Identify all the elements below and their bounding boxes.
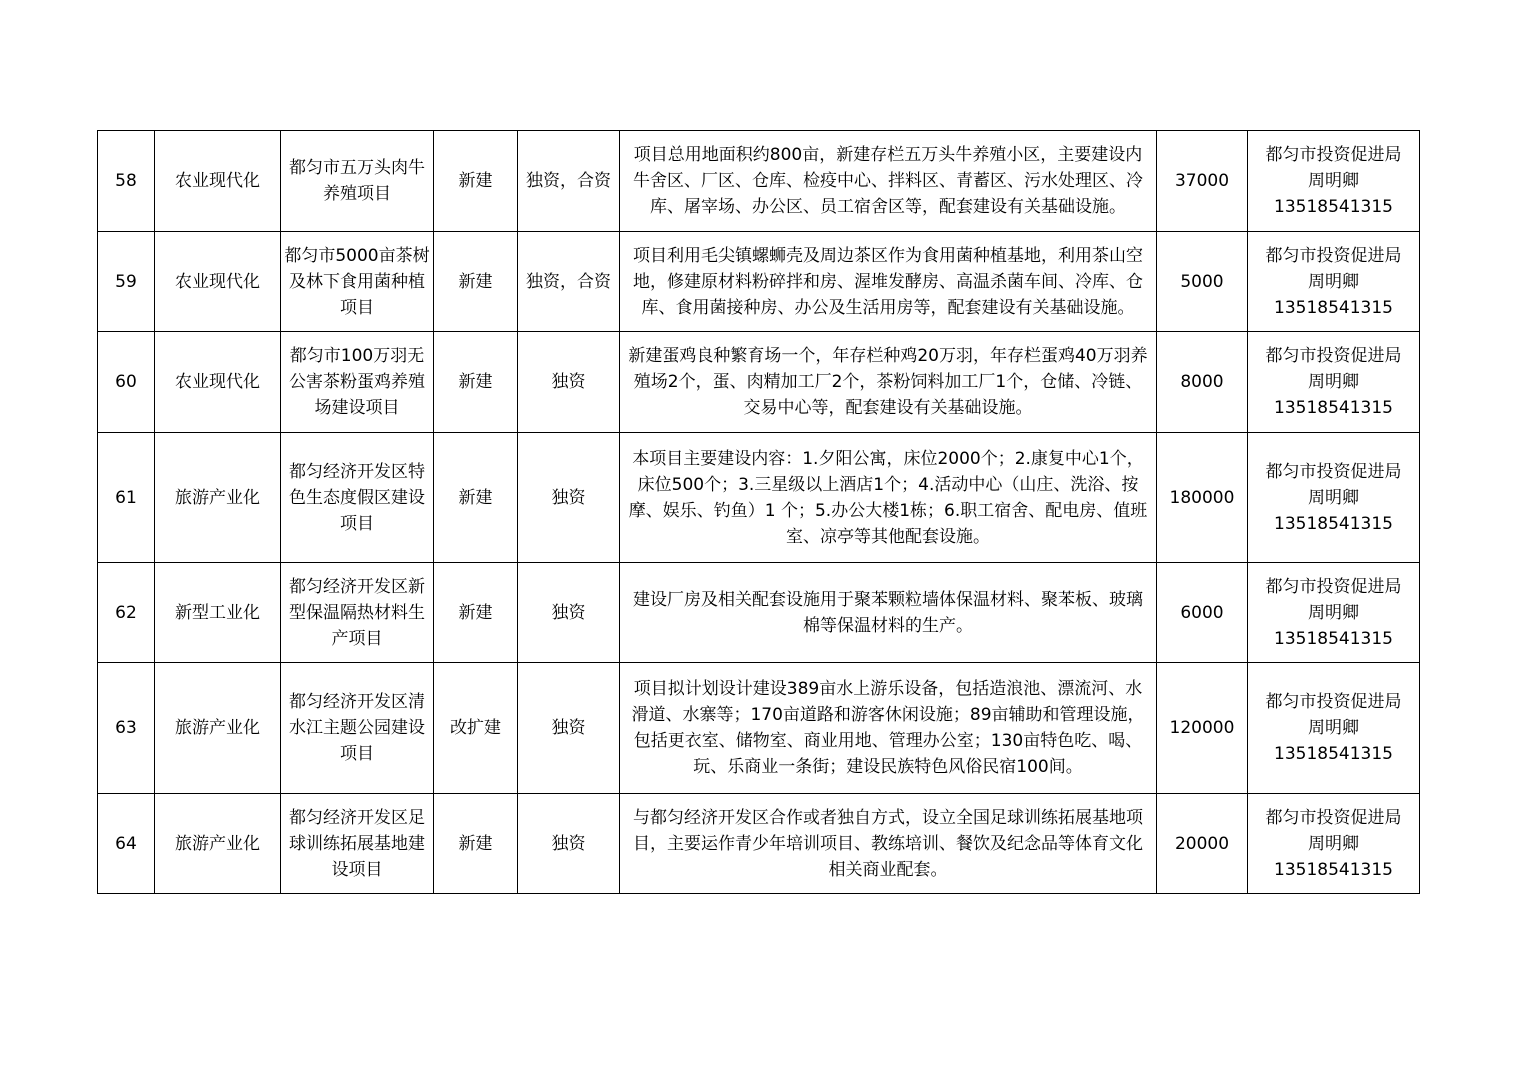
row-investment-amount: 180000	[1157, 433, 1248, 563]
row-category: 农业现代化	[155, 332, 281, 433]
table-row	[98, 794, 1420, 894]
row-construction-type: 新建	[434, 131, 518, 232]
row-category: 新型工业化	[155, 563, 281, 663]
contact-phone: 13518541315	[1274, 398, 1393, 418]
contact-org: 都匀市投资促进局	[1265, 145, 1402, 165]
row-number: 58	[98, 131, 155, 232]
row-investment-amount: 120000	[1157, 663, 1248, 794]
row-contact	[1248, 794, 1420, 894]
contact-phone: 13518541315	[1274, 297, 1393, 318]
row-content: 本项目主要建设内容：1.夕阳公寓，床位2000个；2.康复中心1个，床位500个；3.三星级以上酒店1个；4.活动中心（山庄、洗浴、按摩、娱乐、钓鱼）1 个；5.办公大楼1栋；6.职工宿舍、配电房、值班室、凉亭等其他配套设施。	[620, 433, 1157, 563]
contact-person: 周明卿	[1308, 271, 1359, 292]
row-category: 旅游产业化	[155, 794, 281, 894]
row-content: 新建蛋鸡良种繁育场一个，年存栏种鸡20万羽，年存栏蛋鸡40万羽养殖场2个，蛋、肉精加工厂2个，茶粉饲料加工厂1个，仓储、冷链、交易中心等，配套建设有关基础设施。	[620, 332, 1157, 433]
row-construction-type: 新建	[434, 563, 518, 663]
row-investment-amount: 37000	[1157, 131, 1248, 232]
row-investment-amount: 5000	[1157, 232, 1248, 332]
row-contact	[1248, 332, 1420, 433]
row-construction-type: 新建	[434, 232, 518, 332]
row-investment-mode: 独资	[518, 563, 620, 663]
row-category: 旅游产业化	[155, 433, 281, 563]
row-contact	[1248, 563, 1420, 663]
row-project-name: 都匀经济开发区足球训练拓展基地建设项目	[281, 794, 434, 894]
row-project-name: 都匀市5000亩茶树及林下食用菌种植项目	[281, 232, 434, 332]
contact-phone: 13518541315	[1274, 859, 1393, 880]
row-project-name: 都匀经济开发区清水江主题公园建设项目	[281, 663, 434, 794]
contact-person: 周明卿	[1308, 487, 1359, 508]
row-investment-mode: 独资	[518, 332, 620, 433]
project-table	[97, 130, 1420, 894]
row-content: 项目利用毛尖镇螺蛳壳及周边茶区作为食用菌种植基地，利用茶山空地，修建原材料粉碎拌和房、渥堆发酵房、高温杀菌车间、冷库、仓库、食用菌接种房、办公及生活用房等，配套建设有关基础设施。	[620, 232, 1157, 332]
row-content: 项目拟计划设计建设389亩水上游乐设备，包括造浪池、漂流河、水滑道、水寨等；170亩道路和游客休闲设施；89亩辅助和管理设施，包括更衣室、储物室、商业用地、管理办公室；130亩特色吃、喝、玩、乐商业一条街；建设民族特色风俗民宿100间。	[620, 663, 1157, 794]
row-number: 63	[98, 663, 155, 794]
row-category: 旅游产业化	[155, 663, 281, 794]
row-investment-mode: 独资	[518, 433, 620, 563]
row-investment-mode: 独资	[518, 794, 620, 894]
contact-phone: 13518541315	[1274, 744, 1393, 764]
contact-org: 都匀市投资促进局	[1265, 576, 1402, 597]
row-construction-type: 新建	[434, 794, 518, 894]
row-category: 农业现代化	[155, 232, 281, 332]
row-category: 农业现代化	[155, 131, 281, 232]
table-row	[98, 332, 1420, 433]
row-construction-type: 改扩建	[434, 663, 518, 794]
contact-org: 都匀市投资促进局	[1265, 461, 1402, 482]
row-number: 64	[98, 794, 155, 894]
table-row	[98, 433, 1420, 563]
contact-org: 都匀市投资促进局	[1265, 692, 1402, 712]
table-row	[98, 563, 1420, 663]
row-investment-amount: 8000	[1157, 332, 1248, 433]
row-contact	[1248, 131, 1420, 232]
table-row	[98, 232, 1420, 332]
row-investment-mode: 独资，合资	[518, 232, 620, 332]
contact-phone: 13518541315	[1274, 628, 1393, 649]
contact-person: 周明卿	[1308, 718, 1359, 738]
contact-org: 都匀市投资促进局	[1265, 346, 1402, 366]
row-number: 61	[98, 433, 155, 563]
row-construction-type: 新建	[434, 332, 518, 433]
contact-phone: 13518541315	[1274, 197, 1393, 217]
row-project-name: 都匀市五万头肉牛养殖项目	[281, 131, 434, 232]
row-number: 59	[98, 232, 155, 332]
row-content: 项目总用地面积约800亩，新建存栏五万头牛养殖小区，主要建设内牛舍区、厂区、仓库、检疫中心、拌料区、青蓄区、污水处理区、冷库、屠宰场、办公区、员工宿舍区等，配套建设有关基础设施。	[620, 131, 1157, 232]
row-investment-mode: 独资，合资	[518, 131, 620, 232]
row-number: 62	[98, 563, 155, 663]
row-content: 与都匀经济开发区合作或者独自方式，设立全国足球训练拓展基地项目，主要运作青少年培训项目、教练培训、餐饮及纪念品等体育文化相关商业配套。	[620, 794, 1157, 894]
table-row	[98, 663, 1420, 794]
row-contact	[1248, 232, 1420, 332]
contact-person: 周明卿	[1308, 602, 1359, 623]
row-investment-amount: 6000	[1157, 563, 1248, 663]
row-project-name: 都匀市100万羽无公害茶粉蛋鸡养殖场建设项目	[281, 332, 434, 433]
row-investment-mode: 独资	[518, 663, 620, 794]
row-project-name: 都匀经济开发区特色生态度假区建设项目	[281, 433, 434, 563]
contact-person: 周明卿	[1308, 171, 1359, 191]
row-content: 建设厂房及相关配套设施用于聚苯颗粒墙体保温材料、聚苯板、玻璃棉等保温材料的生产。	[620, 563, 1157, 663]
contact-org: 都匀市投资促进局	[1265, 807, 1402, 828]
contact-phone: 13518541315	[1274, 513, 1393, 534]
row-contact	[1248, 433, 1420, 563]
row-project-name: 都匀经济开发区新型保温隔热材料生产项目	[281, 563, 434, 663]
contact-person: 周明卿	[1308, 833, 1359, 854]
row-contact	[1248, 663, 1420, 794]
table-row	[98, 131, 1420, 232]
row-investment-amount: 20000	[1157, 794, 1248, 894]
row-construction-type: 新建	[434, 433, 518, 563]
contact-person: 周明卿	[1308, 372, 1359, 392]
contact-org: 都匀市投资促进局	[1265, 245, 1402, 266]
row-number: 60	[98, 332, 155, 433]
